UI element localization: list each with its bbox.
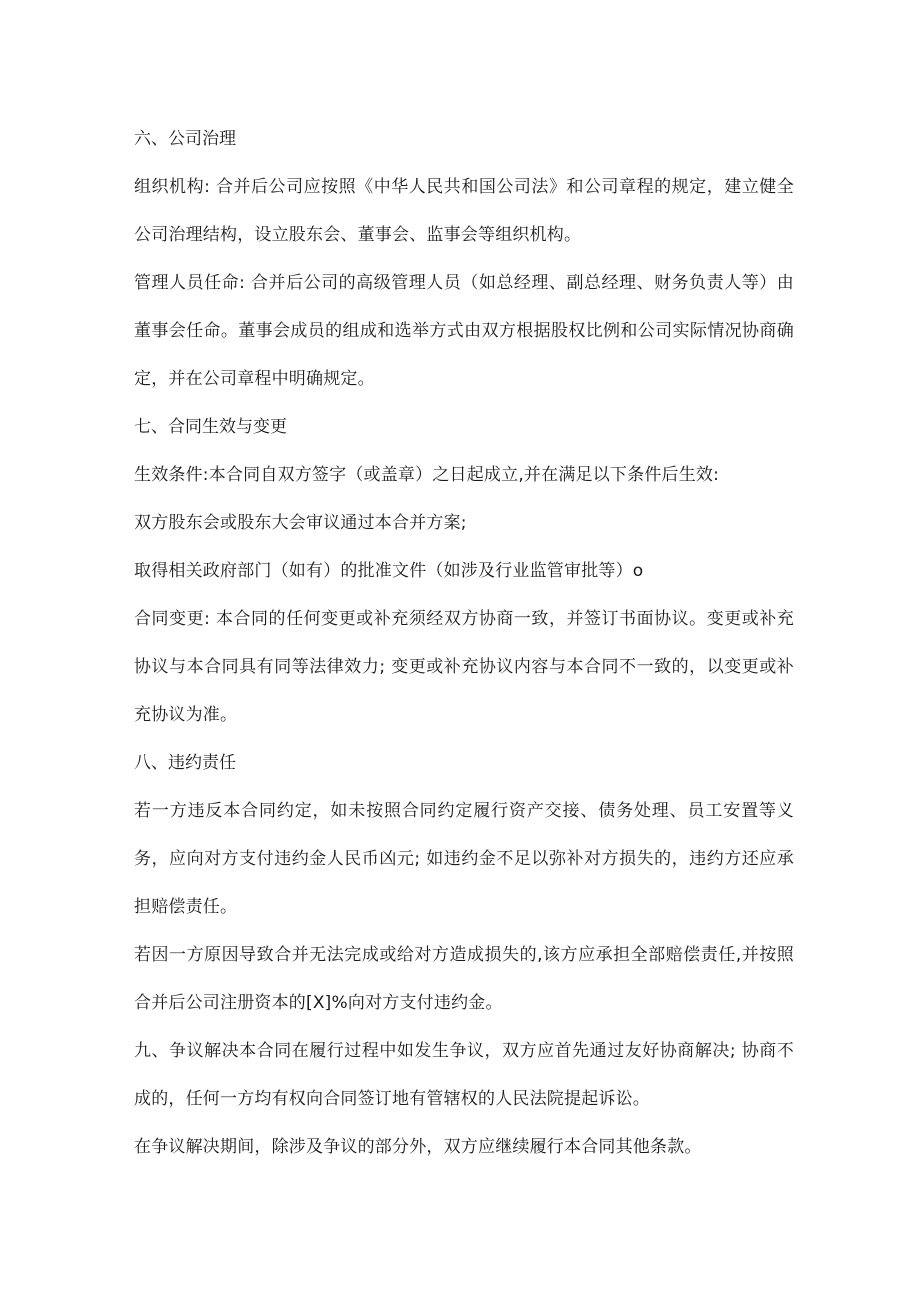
condition-2-paragraph: 取得相关政府部门（如有）的批准文件（如涉及行业监管审批等）o [134, 561, 644, 581]
dispute-clause-2-paragraph: 在争议解决期间，除涉及争议的部分外，双方应继续履行本合同其他条款。 [134, 1137, 702, 1157]
breach-clause-1-paragraph: 若一方违反本合同约定，如未按照合同约定履行资产交接、债务处理、员工安置等义务，应向对方支付违约金人民币凶元; 如违约金不足以弥补对方损失的，违约方还应承担赔偿责任。 [134, 801, 794, 917]
section-6-heading: 六、公司治理 [134, 129, 236, 149]
section-8-heading: 八、违约责任 [134, 753, 236, 773]
breach-clause-2-paragraph: 若因一方原因导致合并无法完成或给对方造成损失的,该方应承担全部赔偿责任,并按照合并后公司注册资本的[X]%向对方支付违约金。 [134, 945, 794, 1013]
contract-amendment-paragraph: 合同变更: 本合同的任何变更或补充须经双方协商一致，并签订书面协议。变更或补充协议与本合同具有同等法律效力; 变更或补充协议内容与本合同不一致的，以变更或补充协议为准。 [134, 609, 794, 725]
document-body [134, 115, 794, 1171]
management-appointment-paragraph: 管理人员任命: 合并后公司的高级管理人员（如总经理、副总经理、财务负责人等）由董事会任命。董事会成员的组成和选举方式由双方根据股权比例和公司实际情况协商确定，并在公司章程中明确规定。 [134, 273, 794, 389]
condition-1-paragraph: 双方股东会或股东大会审议通过本合并方案; [134, 513, 467, 533]
section-7-heading: 七、合同生效与变更 [134, 417, 287, 437]
org-structure-paragraph: 组织机构: 合并后公司应按照《中华人民共和国公司法》和公司章程的规定，建立健全公司治理结构，设立股东会、董事会、监事会等组织机构。 [134, 177, 794, 245]
section-9-dispute-paragraph: 九、争议解决本合同在履行过程中如发生争议，双方应首先通过友好协商解决; 协商不成的，任何一方均有权向合同签订地有管辖权的人民法院提起诉讼。 [134, 1041, 794, 1109]
effective-conditions-paragraph: 生效条件:本合同自双方签字（或盖章）之日起成立,并在满足以下条件后生效: [134, 465, 720, 485]
